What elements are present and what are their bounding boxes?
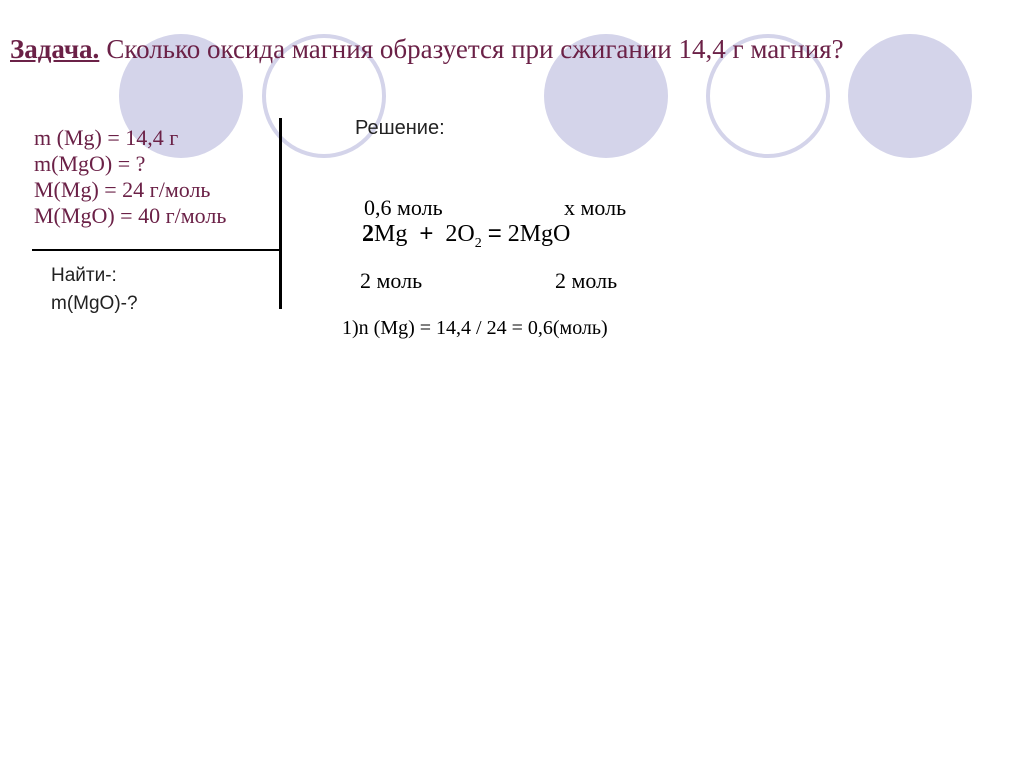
eq-coefficient: 2 <box>362 221 374 247</box>
eq-o2-subscript: 2 <box>474 235 482 251</box>
given-line: m (Mg) = 14,4 г <box>34 125 179 150</box>
mol-above-mg: 0,6 моль <box>364 195 443 220</box>
problem-title <box>10 34 844 65</box>
find-label: Найти-: <box>51 265 117 286</box>
given-divider-vertical <box>279 118 282 309</box>
eq-equals: = <box>487 220 502 247</box>
given-divider-horizontal <box>32 249 280 251</box>
eq-o2-base: 2O <box>445 221 475 247</box>
solution-step-1: 1)n (Mg) = 14,4 / 24 = 0,6(моль) <box>342 317 608 339</box>
find-block <box>51 262 138 318</box>
find-value: m(MgO)-? <box>51 293 138 314</box>
mol-below-mg: 2 моль <box>360 268 423 293</box>
reaction-equation <box>362 220 570 252</box>
eq-reactant-mg: Mg <box>374 221 408 247</box>
given-block <box>34 125 226 229</box>
solution-label: Решение: <box>355 117 445 139</box>
eq-plus: + <box>419 220 434 247</box>
problem-title-text: Сколько оксида магния образуется при сжигании 14,4 г магния? <box>106 34 844 64</box>
given-line: m(MgO) = ? <box>34 151 146 176</box>
eq-reactant-o2 <box>445 221 482 251</box>
given-line: M(Mg) = 24 г/моль <box>34 177 211 202</box>
mol-below-mgo: 2 моль <box>555 268 618 293</box>
decor-circle-5 <box>848 34 972 158</box>
mol-above-mgo: х моль <box>564 195 627 220</box>
problem-title-label: Задача. <box>10 34 100 64</box>
given-line: M(MgO) = 40 г/моль <box>34 203 227 228</box>
eq-product-mgo: 2MgO <box>507 221 571 247</box>
